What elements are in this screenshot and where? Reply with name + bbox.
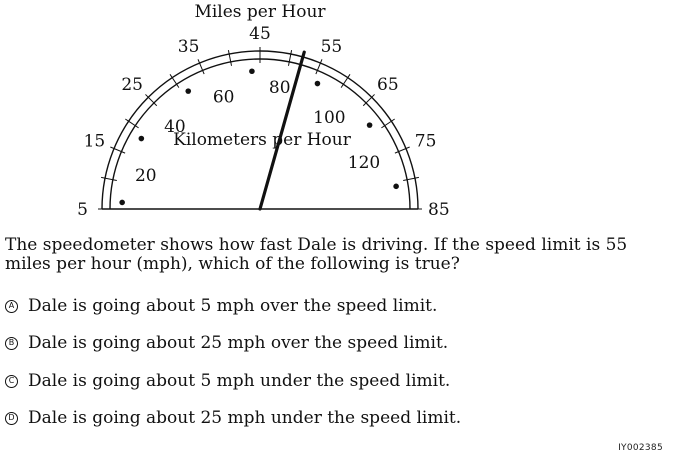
mph-axis-title: Miles per Hour (194, 2, 326, 22)
mph-tick-label: 75 (414, 131, 437, 152)
mph-tick-label: 85 (428, 200, 450, 220)
mph-tick-label: 5 (77, 200, 88, 220)
mph-tick-label: 45 (249, 24, 271, 44)
kmh-axis-title: Kilometers per Hour (173, 130, 351, 150)
kmh-dot (315, 81, 321, 87)
choice-d-bubble[interactable]: D (5, 412, 18, 425)
choice-b-text: Dale is going about 25 mph over the speed limit. (28, 333, 449, 353)
mph-tick (228, 50, 231, 66)
choice-a-bubble[interactable]: A (5, 300, 18, 313)
question-text: The speedometer shows how fast Dale is driving. If the speed limit is 55 miles per hour (mph), which of the following is true? (5, 235, 628, 274)
kmh-dot (185, 88, 191, 94)
mph-tick-label: 15 (83, 131, 106, 152)
mph-tick (363, 94, 374, 105)
mph-tick (101, 177, 117, 180)
item-id: IY002385 (618, 443, 663, 453)
choice-d[interactable] (5, 408, 461, 428)
choice-a[interactable] (5, 296, 437, 316)
choice-b-bubble[interactable]: B (5, 337, 18, 350)
mph-tick-label: 35 (177, 37, 200, 58)
choice-c-bubble[interactable]: C (5, 375, 18, 388)
mph-tick-label: 25 (121, 74, 143, 95)
speedometer (0, 0, 675, 230)
kmh-tick-label: 80 (268, 78, 291, 99)
mph-tick-label: 55 (320, 37, 343, 58)
choice-b[interactable] (5, 333, 448, 353)
choice-c-text: Dale is going about 5 mph under the speed limit. (28, 371, 451, 391)
mph-tick (403, 177, 419, 180)
kmh-tick-label: 60 (212, 87, 235, 108)
choice-a-text: Dale is going about 5 mph over the speed limit. (28, 296, 438, 316)
choice-d-text: Dale is going about 25 mph under the speed limit. (28, 408, 462, 428)
kmh-tick-label: 20 (134, 166, 157, 187)
kmh-tick-label: 120 (347, 153, 381, 174)
kmh-tick-label: 100 (313, 107, 346, 128)
mph-tick-label: 65 (377, 74, 399, 95)
kmh-dot (119, 200, 125, 206)
kmh-dot (139, 136, 145, 142)
kmh-dot (249, 68, 255, 74)
mph-tick (288, 50, 291, 66)
choice-c[interactable] (5, 371, 450, 391)
kmh-dot (367, 122, 373, 128)
kmh-tick-label: 40 (164, 117, 186, 138)
kmh-dot (393, 184, 399, 190)
mph-tick (145, 94, 156, 105)
